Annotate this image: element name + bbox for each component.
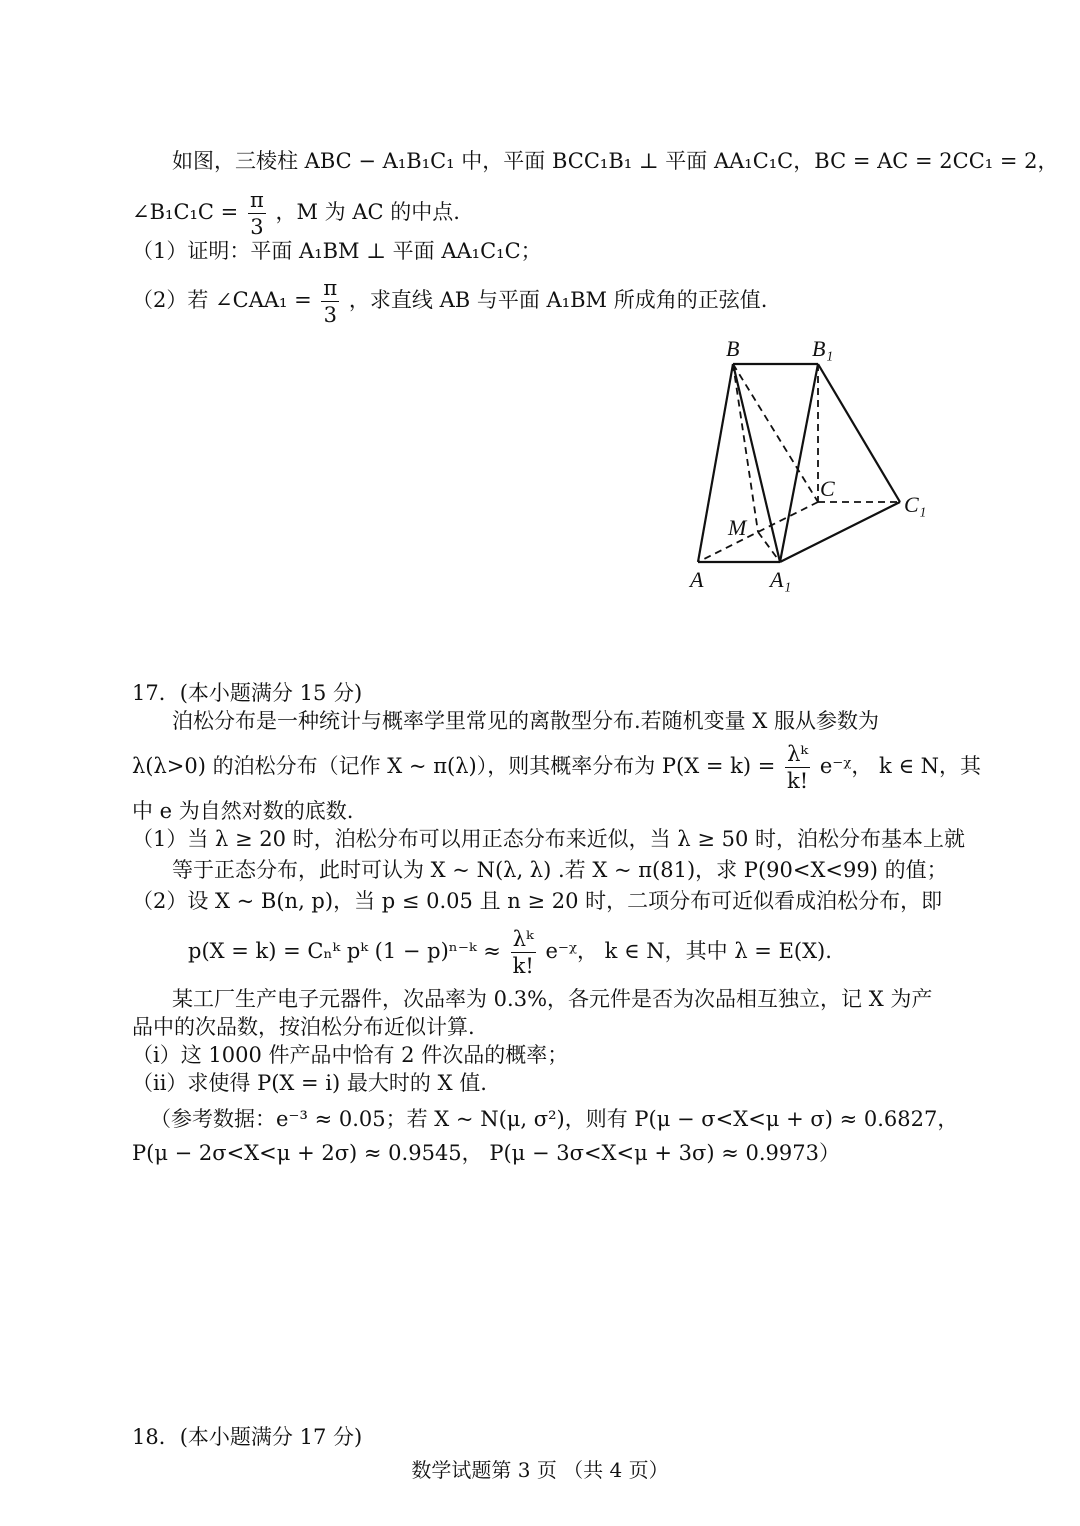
- p17-intro2-pre: λ(λ>0) 的泊松分布（记作 X ~ π(λ)），则其概率分布为 P(X = k) =: [132, 754, 776, 778]
- fraction-numerator: π: [249, 187, 264, 212]
- p18-header: 18．(本小题满分 17 分): [132, 1425, 363, 1449]
- label-A: A: [690, 567, 704, 592]
- label-M: M: [728, 515, 747, 540]
- p17-header: 17．(本小题满分 15 分): [132, 681, 363, 705]
- p17-sub-ii: （ii）求使得 P(X = i) 最大时的 X 值.: [132, 1071, 487, 1095]
- fraction-denominator: k!: [512, 953, 534, 978]
- p17-formula-pre: p(X = k) = Cₙᵏ pᵏ (1 − p)ⁿ⁻ᵏ ≈: [188, 939, 501, 963]
- label-B: B: [726, 336, 740, 361]
- fraction-denominator: 3: [323, 302, 338, 327]
- page-footer: 数学试题第 3 页 （共 4 页）: [411, 1458, 669, 1482]
- pi-over-3-fraction: [248, 187, 266, 239]
- pi-over-3-fraction-2: [321, 275, 339, 327]
- binomial-poisson-fraction: [511, 926, 536, 978]
- fraction-numerator: λᵏ: [785, 744, 810, 768]
- p16-line2: [132, 184, 460, 240]
- fraction-numerator: π: [323, 275, 338, 300]
- p17-intro2-post: e⁻ᵡ， k ∈ N，其: [819, 754, 982, 778]
- edge-B1A1: [780, 364, 818, 562]
- label-A1: A₁: [770, 567, 792, 592]
- p16-part2: [132, 272, 767, 328]
- edge-C1A1: [780, 502, 900, 562]
- p17-part2-a: （2）设 X ~ B(n, p)，当 p ≤ 0.05 且 n ≥ 20 时，二项分布可近似看成泊松分布，即: [132, 889, 943, 913]
- fraction-denominator: 3: [250, 214, 264, 239]
- edge-BM-hidden: [733, 364, 758, 532]
- triangular-prism-figure: [680, 330, 940, 600]
- p17-intro3: 中 e 为自然对数的底数.: [132, 799, 354, 823]
- p17-part1-b: 等于正态分布，此时可认为 X ~ N(λ, λ) .若 X ~ π(81)，求 P(90<X<99) 的值；: [172, 858, 948, 882]
- p17-scenario1: 某工厂生产电子元器件，次品率为 0.3%，各元件是否为次品相互独立，记 X 为产: [172, 987, 933, 1011]
- p17-scenario2: 品中的次品数，按泊松分布近似计算.: [132, 1015, 475, 1039]
- p16-part2-pre: （2）若 ∠CAA₁ =: [132, 288, 312, 312]
- label-B1: B₁: [812, 336, 834, 361]
- p17-part1-a: （1）当 λ ≥ 20 时，泊松分布可以用正态分布来近似，当 λ ≥ 50 时，泊松分布基本上就: [132, 827, 966, 851]
- p17-formula-post: e⁻ᵡ， k ∈ N，其中 λ = E(X).: [545, 939, 832, 963]
- poisson-fraction: [785, 741, 810, 793]
- p17-sub-i: （i）这 1000 件产品中恰有 2 件次品的概率；: [132, 1043, 569, 1067]
- p16-m-midpoint-text: ，M 为 AC 的中点.: [275, 200, 460, 224]
- p17-reference1: （参考数据：e⁻³ ≈ 0.05；若 X ~ N(μ, σ²)，则有 P(μ − σ<X<μ + σ) ≈ 0.6827，: [150, 1107, 959, 1131]
- p17-reference2: P(μ − 2σ<X<μ + 2σ) ≈ 0.9545， P(μ − 3σ<X<μ + 3σ) ≈ 0.9973）: [132, 1141, 841, 1165]
- label-C1: C₁: [904, 492, 927, 517]
- p17-intro2: [132, 738, 981, 794]
- p16-line1: 如图，三棱柱 ABC − A₁B₁C₁ 中，平面 BCC₁B₁ ⊥ 平面 AA₁C₁C，BC = AC = 2CC₁ = 2，: [172, 149, 1059, 173]
- p16-part2-post: ，求直线 AB 与平面 A₁BM 所成角的正弦值.: [348, 288, 768, 312]
- fraction-numerator: λᵏ: [511, 929, 536, 953]
- p16-part1: （1）证明：平面 A₁BM ⊥ 平面 AA₁C₁C；: [132, 239, 542, 263]
- fraction-denominator: k!: [786, 768, 809, 793]
- p16-angle-label: ∠B₁C₁C =: [132, 200, 239, 224]
- p17-formula: [188, 920, 832, 982]
- p17-intro1: 泊松分布是一种统计与概率学里常见的离散型分布.若随机变量 X 服从参数为: [172, 709, 879, 733]
- label-C: C: [820, 476, 835, 501]
